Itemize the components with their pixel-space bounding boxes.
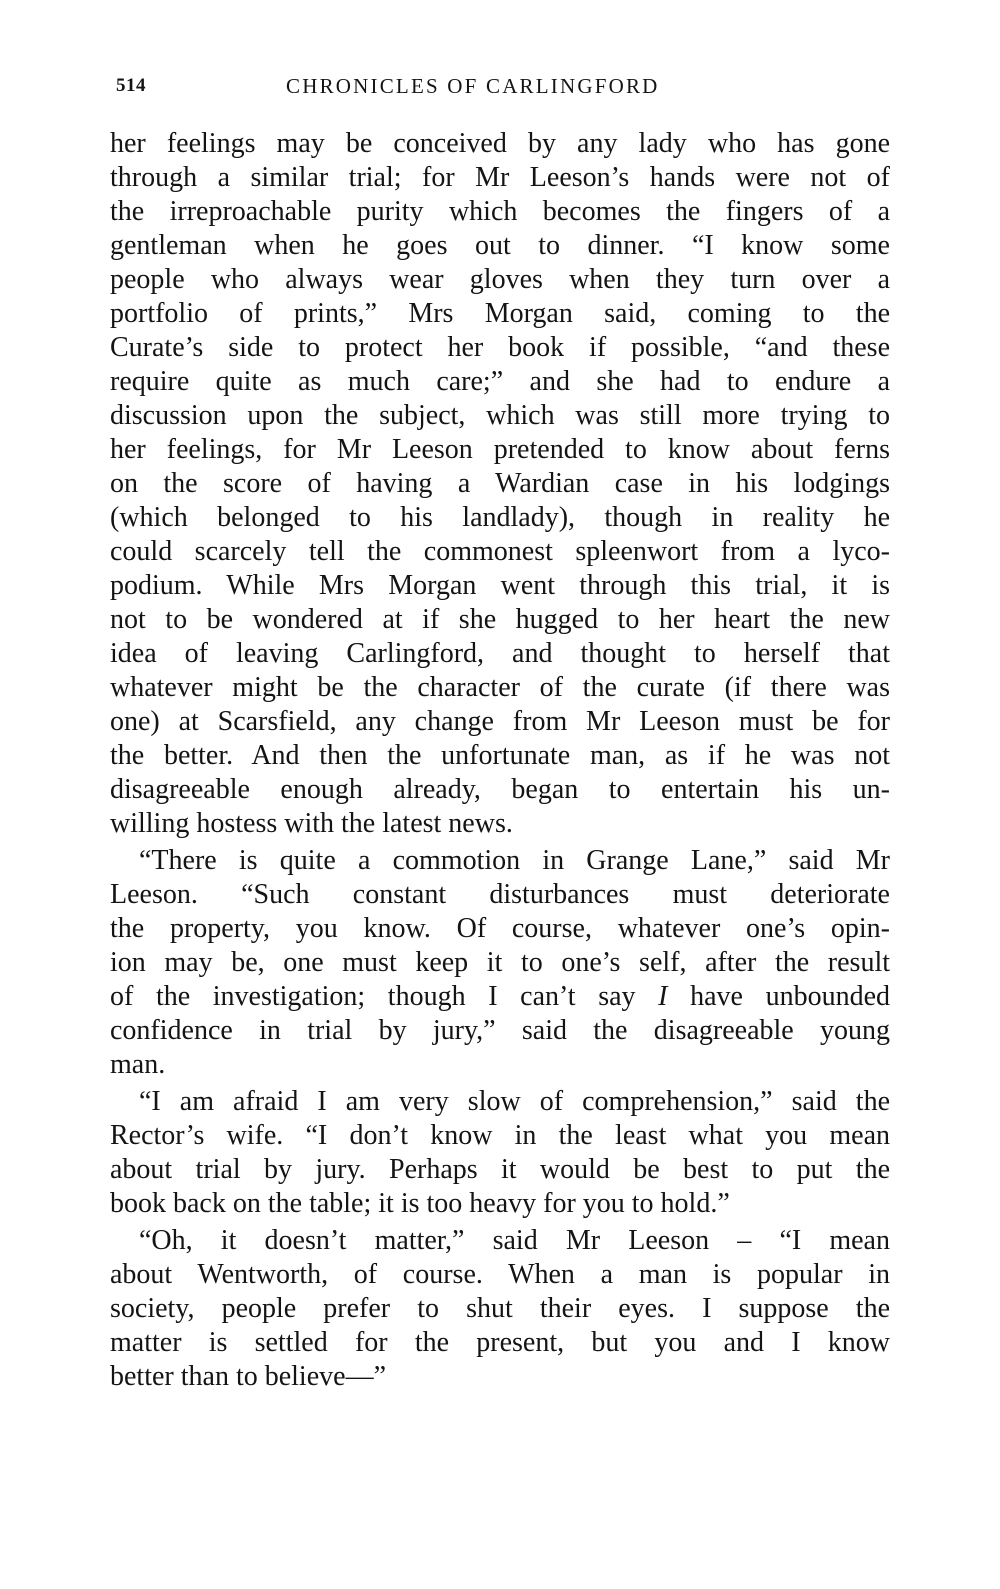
- text-line: the irreproachable purity which becomes the fingers of a: [110, 196, 890, 227]
- paragraph-1: [110, 127, 890, 841]
- paragraph-2: [110, 844, 890, 1082]
- text-line: her feelings may be conceived by any lady who has gone: [110, 128, 890, 159]
- text-line: willing hostess with the latest news.: [110, 808, 513, 839]
- running-header: [110, 72, 890, 102]
- text-line: portfolio of prints,” Mrs Morgan said, coming to the: [110, 298, 890, 329]
- text-line: require quite as much care;” and she had to endure a: [110, 366, 890, 397]
- text-line: ion may be, one must keep it to one’s self, after the result: [110, 947, 890, 978]
- text-line: about Wentworth, of course. When a man is popular in: [110, 1259, 890, 1290]
- text-line: “I am afraid I am very slow of comprehension,” said the: [139, 1086, 890, 1117]
- text-line: disagreeable enough already, began to entertain his un-: [110, 774, 890, 805]
- text-segment: have unbounded: [667, 981, 890, 1012]
- paragraph-3: [110, 1085, 890, 1221]
- text-line: man.: [110, 1049, 166, 1080]
- text-segment: of the investigation; though I can’t say: [110, 981, 636, 1012]
- page-number: 514: [116, 75, 146, 96]
- text-line: Leeson. “Such constant disturbances must deteriorate: [110, 879, 890, 910]
- text-line: whatever might be the character of the curate (if there was: [110, 672, 890, 703]
- text-line: through a similar trial; for Mr Leeson’s hands were not of: [110, 162, 890, 193]
- text-line-with-italic: [110, 980, 890, 1014]
- text-line: confidence in trial by jury,” said the disagreeable young: [110, 1015, 890, 1046]
- text-line: book back on the table; it is too heavy for you to hold.”: [110, 1188, 730, 1219]
- body-text: [110, 127, 890, 1394]
- text-line: not to be wondered at if she hugged to her heart the new: [110, 604, 890, 635]
- text-line: society, people prefer to shut their eyes. I suppose the: [110, 1293, 890, 1324]
- running-title: CHRONICLES OF CARLINGFORD: [286, 74, 660, 98]
- text-line: “There is quite a commotion in Grange Lane,” said Mr: [139, 845, 890, 876]
- text-line: gentleman when he goes out to dinner. “I know some: [110, 230, 890, 261]
- text-line: Curate’s side to protect her book if possible, “and these: [110, 332, 890, 363]
- text-line: podium. While Mrs Morgan went through this trial, it is: [110, 570, 890, 601]
- text-line: on the score of having a Wardian case in his lodgings: [110, 468, 890, 499]
- text-line: about trial by jury. Perhaps it would be best to put the: [110, 1154, 890, 1185]
- text-line: discussion upon the subject, which was still more trying to: [110, 400, 890, 431]
- text-line: people who always wear gloves when they turn over a: [110, 264, 890, 295]
- text-line: idea of leaving Carlingford, and thought to herself that: [110, 638, 890, 669]
- text-line: Rector’s wife. “I don’t know in the least what you mean: [110, 1120, 890, 1151]
- text-line: the property, you know. Of course, whatever one’s opin-: [110, 913, 890, 944]
- text-line: matter is settled for the present, but you and I know: [110, 1327, 890, 1358]
- text-line: better than to believe—”: [110, 1361, 386, 1392]
- italic-word: I: [658, 981, 668, 1012]
- text-line: her feelings, for Mr Leeson pretended to know about ferns: [110, 434, 890, 465]
- text-line: “Oh, it doesn’t matter,” said Mr Leeson – “I mean: [139, 1225, 890, 1256]
- text-line: (which belonged to his landlady), though in reality he: [110, 502, 890, 533]
- text-line: one) at Scarsfield, any change from Mr Leeson must be for: [110, 706, 890, 737]
- text-line: could scarcely tell the commonest spleenwort from a lyco-: [110, 536, 890, 567]
- paragraph-4: [110, 1224, 890, 1394]
- text-line: the better. And then the unfortunate man, as if he was not: [110, 740, 890, 771]
